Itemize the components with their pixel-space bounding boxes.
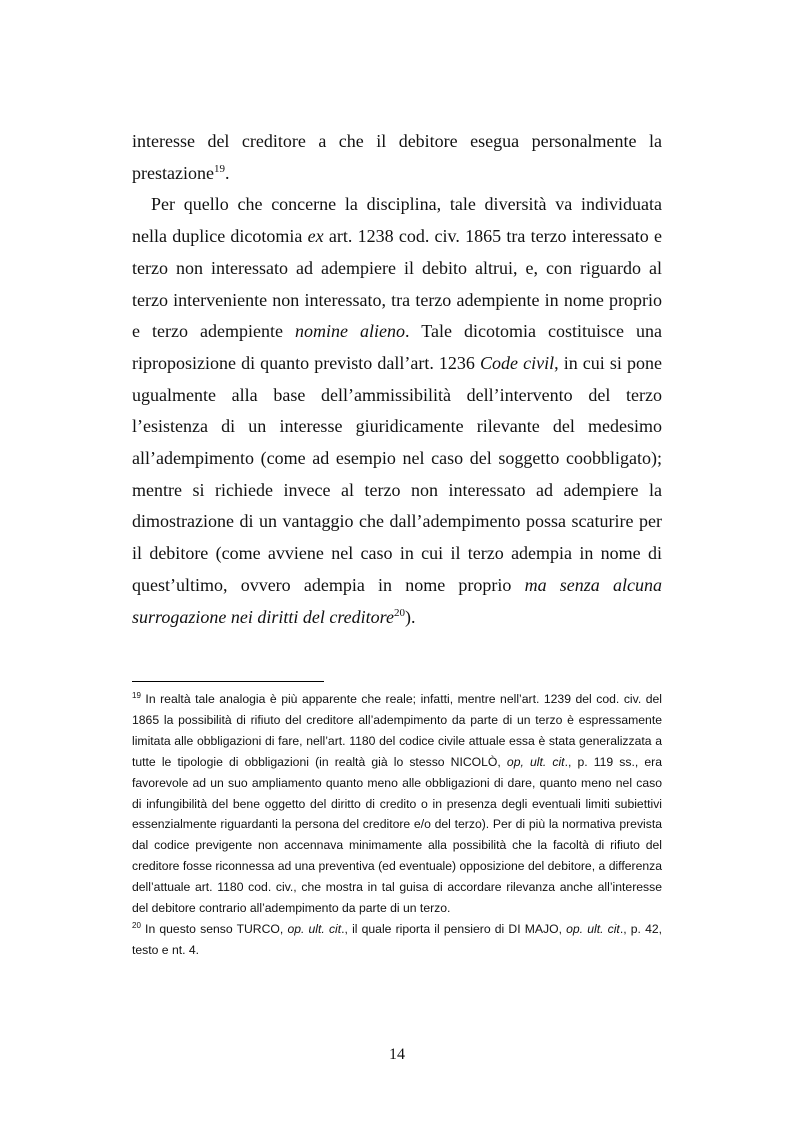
paragraph-2-text-3: . Tale dicotomia costituisce una riproposizione di quanto previsto dall’art. 1236 — [132, 321, 662, 373]
paragraph-2-italic-ex: ex — [307, 226, 324, 247]
paragraph-2-text-2: art. 1238 cod. civ. 1865 tra terzo interessato e terzo non interessato ad adempiere il debito altrui, e, con riguardo al terzo interveniente non interessato, tra terzo adempiente in nome proprio e terzo adempiente — [132, 226, 662, 342]
footnote-separator — [132, 681, 324, 682]
footnote-19-italic: op, ult. cit — [506, 754, 565, 769]
footnote-19-text-2: ., p. 119 ss., era favorevole ad un suo ampliamento quanto meno alle obbligazioni di dare, quanto meno nel caso di infungibilità del bene oggetto del diritto di credito o in presenza degli eventuali limiti subiettivi essenzialmente riguardanti la persona del creditore e/o del terzo). Per di più la normativa prevista dal codice previgente non accennava minimamente alla possibilità che la facoltà di rifiuto del creditore fosse riconnessa ad una preventiva (ed eventuale) opposizione del debitore, a differenza dell’attuale art. 1180 cod. civ., che mostra in tal guisa di accordare rilevanza anche all’interesse del debitore contrario all’adempimento da parte di un terzo. — [132, 754, 662, 916]
footnote-ref-20[interactable]: 20 — [393, 606, 405, 619]
footnote-19 — [132, 689, 662, 919]
footnote-19-text-1: In realtà tale analogia è più apparente che reale; infatti, mentre nell’art. 1239 del cod. civ. del 1865 la possibilità di rifiuto del creditore all’adempimento da parte di un terzo è espressamente limitata alle obbligazioni di fare, nell’art. 1180 del codice civile attuale essa è stata generalizzata a tutte le tipologie di obbligazioni (in realtà già lo stesso NICOLÒ, — [132, 692, 662, 769]
paragraph-2-italic-code-civil: Code civil — [480, 352, 555, 373]
paragraph-1-end: . — [224, 162, 230, 183]
paragraph-2-end: ). — [404, 606, 416, 627]
main-text — [132, 126, 662, 633]
footnote-19-number: 19 — [132, 691, 141, 701]
paragraph-2-italic-surrogazione: ma senza alcuna surrogazione nei diritti del creditore — [132, 574, 662, 627]
footnote-20-text-1: In questo senso TURCO, — [140, 921, 288, 936]
page-number: 14 — [389, 1046, 405, 1063]
paragraph-2-text-4: , in cui si pone ugualmente alla base dell’ammissibilità dell’intervento del terzo l’esistenza di un interesse giuridicamente rilevante del medesimo all’adempimento (come ad esempio nel caso del soggetto coobbligato); mentre si richiede invece al terzo non interessato ad adempiere la dimostrazione di un vantaggio che dall’adempimento possa scaturire per il debitore (come avviene nel caso in cui il terzo adempia in nome di quest’ultimo, ovvero adempia in nome proprio — [132, 352, 662, 595]
footnote-20-text-3: ., p. 42, testo e nt. 4. — [132, 921, 663, 957]
paragraph-2-text-1: Per quello che concerne la disciplina, tale diversità va individuata nella duplice dicotomia — [132, 194, 662, 247]
footnote-20-text-2: ., il quale riporta il pensiero di DI MAJO, — [341, 921, 567, 936]
paragraph-2 — [132, 189, 662, 633]
footnote-ref-19[interactable]: 19 — [213, 162, 225, 175]
footnote-20-italic-1: op. ult. cit — [287, 921, 342, 936]
footnote-20-number: 20 — [132, 921, 141, 931]
paragraph-2-italic-nomine-alieno: nomine alieno — [295, 321, 406, 342]
footnotes — [132, 689, 662, 961]
paragraph-1-text: interesse del creditore a che il debitore esegua personalmente la prestazione — [132, 131, 662, 183]
paragraph-1 — [132, 126, 662, 189]
footnote-20 — [132, 919, 662, 961]
footnote-20-italic-2: op. ult. cit — [566, 921, 620, 936]
